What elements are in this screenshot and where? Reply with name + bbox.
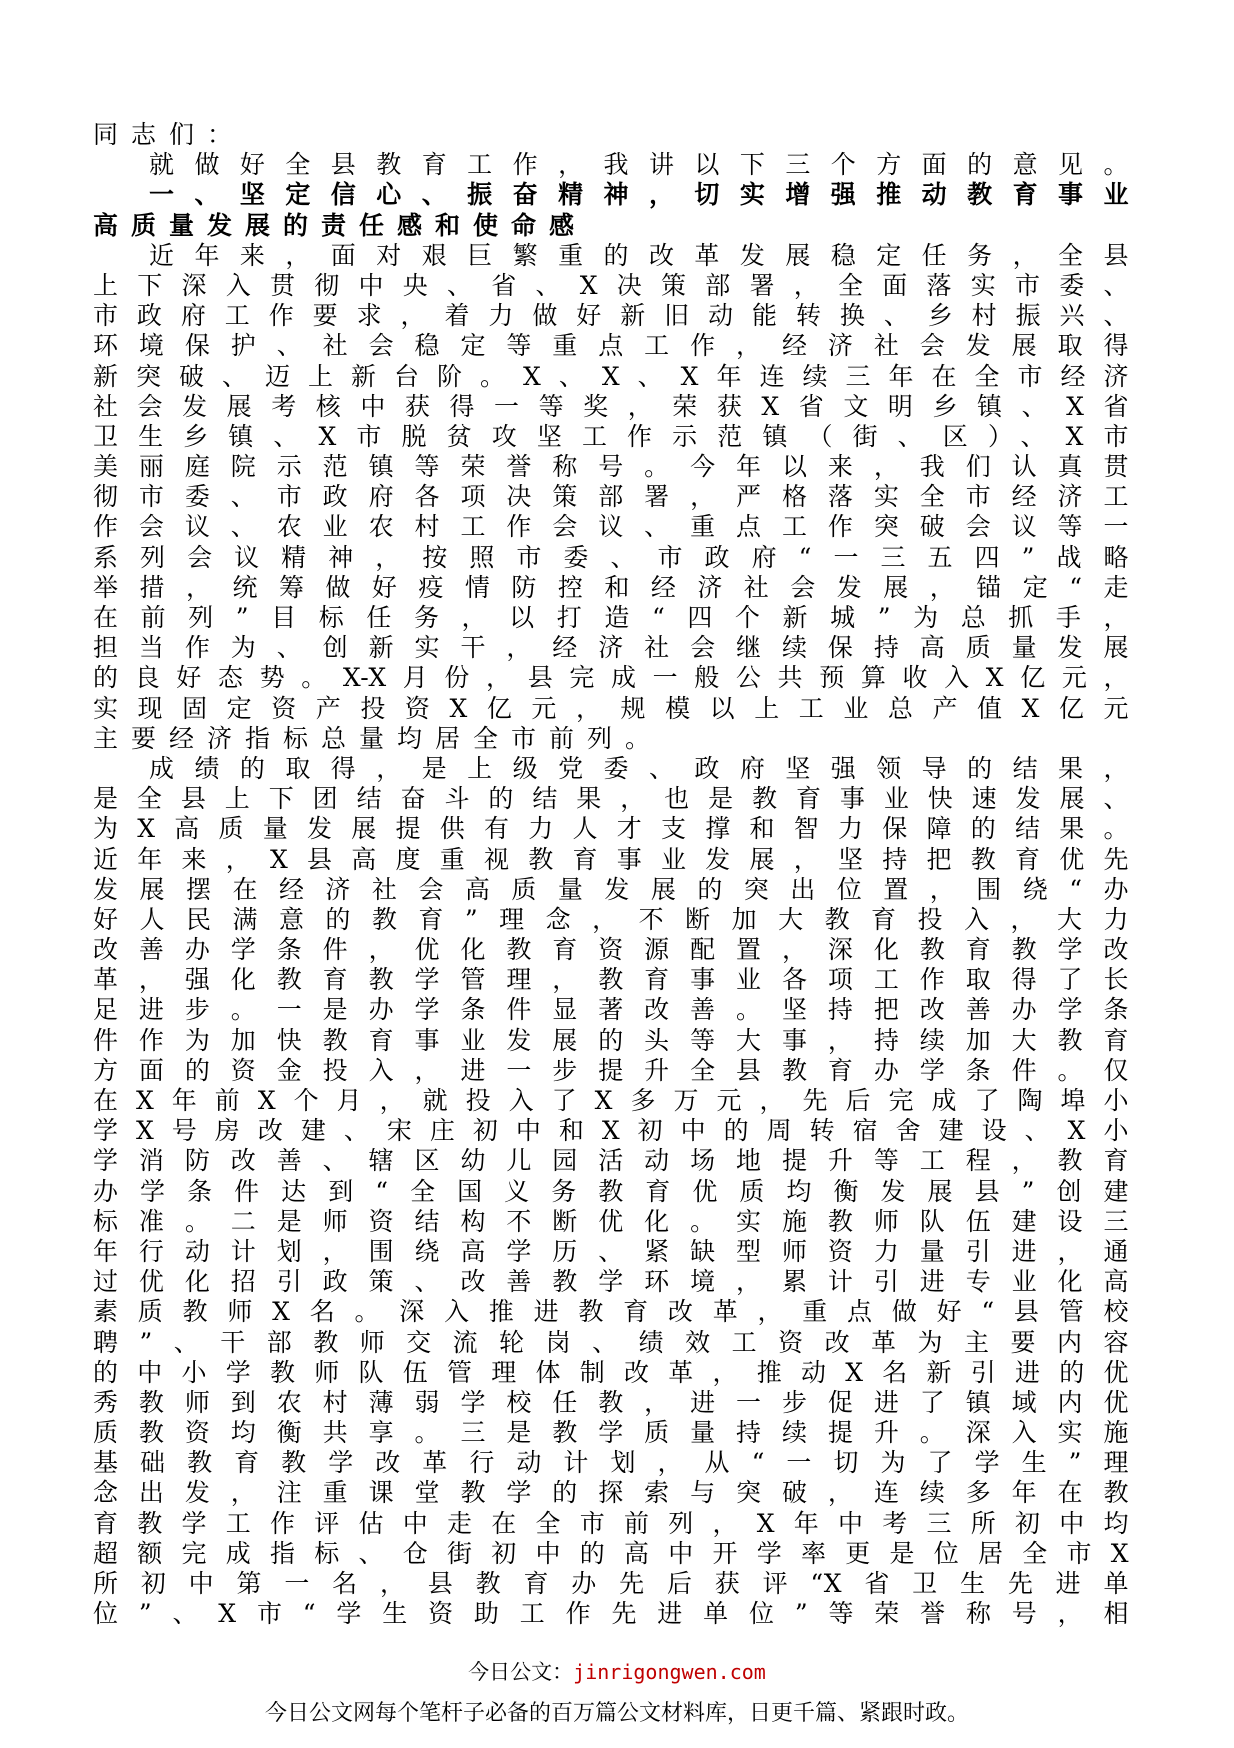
text-line: 近年来，面对艰巨繁重的改革发展稳定任务，全县 xyxy=(149,240,1129,270)
salutation: 同志们： xyxy=(93,120,246,149)
text-line: 学消防改善、辖区幼儿园活动场地提升等工程，教育 xyxy=(93,1146,1129,1176)
text-line: 上下深入贯彻中央、省、X决策部署，全面落实市委、 xyxy=(93,270,1129,300)
text-line: 聘”、干部教师交流轮岗、绩效工资改革为主要内容 xyxy=(93,1327,1129,1357)
text-line: 主要经济指标总量均居全市前列。 xyxy=(93,723,664,753)
text-line: 作会议、农业农村工作会议、重点工作突破会议等一 xyxy=(93,512,1129,542)
text-line: 所初中第一名，县教育办先后获评“X省卫生先进单 xyxy=(93,1569,1129,1598)
text-line: 系列会议精神，按照市委、市政府“一三五四”战略 xyxy=(93,542,1129,572)
text-line: 就做好全县教育工作，我讲以下三个方面的意见。 xyxy=(149,150,1129,180)
footer-site-link[interactable]: jinrigongwen.com xyxy=(573,1660,766,1684)
footer-slogan: 今日公文网每个笔杆子必备的百万篇公文材料库，日更千篇、紧跟时政。 xyxy=(264,1701,969,1726)
text-line: 超额完成指标、仓街初中的高中开学率更是位居全市X xyxy=(93,1538,1129,1568)
text-line: 足进步。一是办学条件显著改善。坚持把改善办学条 xyxy=(93,995,1129,1025)
footer-site-label: 今日公文： xyxy=(468,1660,574,1684)
text-line: 方面的资金投入，进一步提升全县教育办学条件。仅 xyxy=(93,1055,1129,1085)
text-line: 革，强化教育教学管理，教育事业各项工作取得了长 xyxy=(93,965,1129,995)
document-body xyxy=(93,120,1129,1629)
text-line: 是全县上下团结奋斗的结果，也是教育事业快速发展、 xyxy=(93,784,1129,814)
text-line: 基础教育教学改革行动计划，从“一切为了学生”理 xyxy=(93,1448,1129,1478)
section-heading: 一、坚定信心、振奋精神，切实增强推动教育事业 xyxy=(149,180,1129,210)
text-line: 担当作为、创新实干，经济社会继续保持高质量发展 xyxy=(93,633,1129,663)
text-line: 办学条件达到“全国义务教育优质均衡发展县”创建 xyxy=(93,1176,1129,1206)
text-line: 市政府工作要求，着力做好新旧动能转换、乡村振兴、 xyxy=(93,301,1129,331)
text-line: 学X号房改建、宋庄初中和X初中的周转宿舍建设、X小 xyxy=(93,1116,1129,1146)
text-line: 的中小学教师队伍管理体制改革，推动X名新引进的优 xyxy=(93,1357,1129,1387)
text-line: 举措，统筹做好疫情防控和经济社会发展，锚定“走 xyxy=(93,572,1129,602)
text-line: 件作为加快教育事业发展的头等大事，持续加大教育 xyxy=(93,1025,1129,1055)
text-line: 近年来，X县高度重视教育事业发展，坚持把教育优先 xyxy=(93,844,1129,874)
text-line: 素质教师X名。深入推进教育改革，重点做好“县管校 xyxy=(93,1297,1129,1327)
text-line: 实现固定资产投资X亿元，规模以上工业总产值X亿元 xyxy=(93,693,1129,723)
text-line: 秀教师到农村薄弱学校任教，进一步促进了镇域内优 xyxy=(93,1387,1129,1417)
text-line: 环境保护、社会稳定等重点工作，经济社会发展取得 xyxy=(93,331,1129,361)
text-line: 新突破、迈上新台阶。X、X、X年连续三年在全市经济 xyxy=(93,361,1129,391)
text-line: 好人民满意的教育”理念，不断加大教育投入，大力 xyxy=(93,904,1129,934)
footer-site xyxy=(0,1656,1234,1686)
text-line: 位”、X市“学生资助工作先进单位”等荣誉称号，相 xyxy=(93,1599,1129,1629)
text-line: 彻市委、市政府各项决策部署，严格落实全市经济工 xyxy=(93,482,1129,512)
text-line: 在前列”目标任务，以打造“四个新城”为总抓手， xyxy=(93,603,1129,632)
text-line: 的良好态势。X-X月份，县完成一般公共预算收入X亿元， xyxy=(93,663,1129,693)
text-line: 质教资均衡共享。三是教学质量持续提升。深入实施 xyxy=(93,1418,1129,1448)
text-line: 标准。二是师资结构不断优化。实施教师队伍建设三 xyxy=(93,1206,1129,1236)
section-heading: 高质量发展的责任感和使命感 xyxy=(93,210,588,240)
text-line: 美丽庭院示范镇等荣誉称号。今年以来，我们认真贯 xyxy=(93,452,1129,482)
text-line: 发展摆在经济社会高质量发展的突出位置，围绕“办 xyxy=(93,874,1129,904)
text-line: 在X年前X个月，就投入了X多万元，先后完成了陶埠小 xyxy=(93,1086,1129,1115)
text-line: 年行动计划，围绕高学历、紧缺型师资力量引进，通 xyxy=(93,1236,1129,1266)
text-line: 为X高质量发展提供有力人才支撑和智力保障的结果。 xyxy=(93,814,1129,844)
text-line: 社会发展考核中获得一等奖，荣获X省文明乡镇、X省 xyxy=(93,391,1129,421)
text-line: 念出发，注重课堂教学的探索与突破，连续多年在教 xyxy=(93,1478,1129,1508)
text-line: 育教学工作评估中走在全市前列，X年中考三所初中均 xyxy=(93,1508,1129,1538)
text-line: 成绩的取得，是上级党委、政府坚强领导的结果， xyxy=(149,753,1129,783)
text-line: 卫生乡镇、X市脱贫攻坚工作示范镇（街、区）、X市 xyxy=(93,421,1129,451)
text-line: 改善办学条件，优化教育资源配置，深化教育教学改 xyxy=(93,935,1129,965)
text-line: 过优化招引政策、改善教学环境，累计引进专业化高 xyxy=(93,1267,1129,1297)
